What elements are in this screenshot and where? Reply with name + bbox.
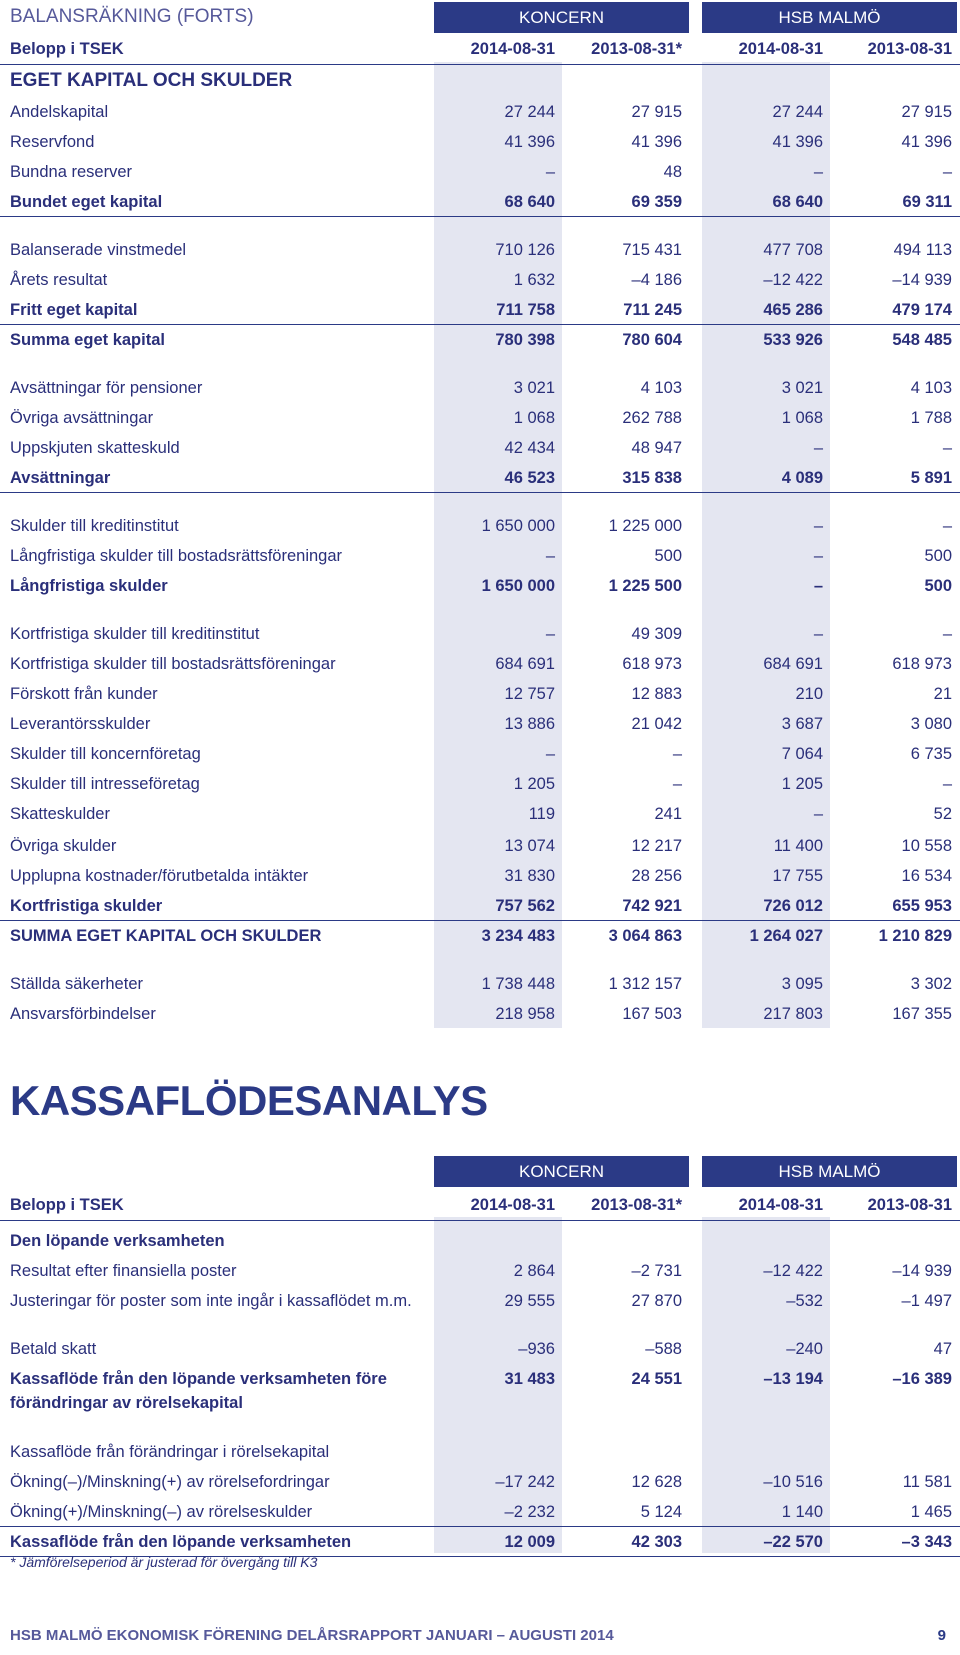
- balance-row-label: Skulder till kreditinstitut: [10, 517, 179, 535]
- balance-row-label: Uppskjuten skatteskuld: [10, 439, 180, 457]
- balance-row: [0, 542, 960, 570]
- balance-cell-col4: 618 973: [892, 655, 952, 673]
- balance-cell-col2: 12 883: [631, 685, 682, 703]
- balance-row: [0, 650, 960, 678]
- balance-cell-col1: 1 650 000: [481, 577, 555, 595]
- balance-row-label: Avsättningar för pensioner: [10, 379, 203, 397]
- balance-cell-col4: 548 485: [892, 331, 952, 349]
- balance-cell-col1: 780 398: [495, 331, 555, 349]
- cashflow-cell-col2: –588: [645, 1340, 682, 1358]
- balance-cell-col3: 68 640: [772, 193, 823, 211]
- balance-cell-col3: 17 755: [772, 867, 823, 885]
- balance-cell-col2: 241: [654, 805, 682, 823]
- balance-cell-col3: 27 244: [772, 103, 823, 121]
- balance-cell-col4: 4 103: [910, 379, 952, 397]
- cashflow-row: [0, 1257, 960, 1285]
- cashflow-cell-col2: 42 303: [631, 1533, 682, 1551]
- balance-cell-col4: –: [942, 775, 952, 793]
- balance-cell-col1: 13 074: [504, 837, 555, 855]
- balance-cell-col2: 711 245: [623, 301, 682, 319]
- balance-cell-col1: 31 830: [504, 867, 555, 885]
- balance-cell-col3: –12 422: [763, 271, 823, 289]
- balance-cell-col4: –: [942, 439, 952, 457]
- balance-row: [0, 326, 960, 354]
- balance-row-label: Kortfristiga skulder till bostadsrättsföreningar: [10, 655, 336, 673]
- balance-cell-col2: 21 042: [631, 715, 682, 733]
- balance-cell-col1: 46 523: [504, 469, 555, 487]
- unit-label: Belopp i TSEK: [10, 40, 124, 58]
- balance-cell-col1: 41 396: [504, 133, 555, 151]
- cashflow-cell-col1: –17 242: [495, 1473, 555, 1491]
- balance-cell-col1: 3 234 483: [481, 927, 555, 945]
- balance-row: [0, 970, 960, 998]
- balance-cell-col2: 500: [654, 547, 682, 565]
- balance-row: [0, 158, 960, 186]
- cashflow-row: [0, 1335, 960, 1363]
- balance-cell-col1: 1 068: [513, 409, 555, 427]
- balance-cell-col4: –: [942, 517, 952, 535]
- balance-cell-col4: 69 311: [902, 193, 952, 211]
- balance-cell-col1: 12 757: [504, 685, 555, 703]
- balance-cell-col3: 726 012: [763, 897, 823, 915]
- balance-cell-col1: 119: [528, 805, 555, 823]
- balance-cell-col2: –4 186: [631, 271, 682, 289]
- balance-cell-col2: 28 256: [631, 867, 682, 885]
- balance-row-label: Skulder till intresseföretag: [10, 775, 200, 793]
- balance-row: [0, 832, 960, 860]
- balance-row-label: Balanserade vinstmedel: [10, 241, 187, 259]
- cashflow-row: [0, 1365, 960, 1417]
- balance-cell-col2: 1 225 500: [608, 577, 682, 595]
- balance-cell-col4: 5 891: [910, 469, 952, 487]
- section-title: [0, 66, 960, 96]
- balance-row-label: Ställda säkerheter: [10, 975, 143, 993]
- cashflow-row: [0, 1468, 960, 1496]
- cf-date-col1: 2014-08-31: [470, 1196, 555, 1214]
- balance-cell-col1: 42 434: [504, 439, 555, 457]
- balance-cell-col4: 27 915: [901, 103, 952, 121]
- balance-cell-col2: 48: [663, 163, 682, 181]
- balance-cell-col1: 1 205: [513, 775, 555, 793]
- cashflow-row: [0, 1287, 960, 1315]
- balance-cell-col3: –: [813, 517, 823, 535]
- balance-cell-col1: 13 886: [504, 715, 555, 733]
- footnote: * Jämförelseperiod är justerad för övergång till K3: [10, 1554, 318, 1570]
- balance-cell-col2: 780 604: [622, 331, 682, 349]
- balance-row: [0, 404, 960, 432]
- cf-section-title: [0, 1227, 960, 1255]
- cashflow-cell-col1: 2 864: [513, 1262, 555, 1280]
- cashflow-row-label: Kassaflöde från den löpande verksamheten: [10, 1533, 352, 1551]
- balance-cell-col4: 479 174: [892, 301, 952, 319]
- balance-cell-col3: –: [813, 577, 823, 595]
- balance-row: [0, 128, 960, 156]
- cashflow-cell-col2: –2 731: [631, 1262, 682, 1280]
- balance-cell-col1: 68 640: [504, 193, 555, 211]
- balance-row: [0, 620, 960, 648]
- balance-cell-col3: 217 803: [763, 1005, 823, 1023]
- balance-row-label: Årets resultat: [10, 271, 108, 289]
- balance-row: [0, 1000, 960, 1028]
- cashflow-cell-col4: –1 497: [901, 1292, 952, 1310]
- balance-cell-col4: 16 534: [901, 867, 952, 885]
- cashflow-cell-col2: 5 124: [640, 1503, 682, 1521]
- cashflow-cell-col2: 24 551: [631, 1370, 682, 1388]
- balance-row-label: Kortfristiga skulder till kreditinstitut: [10, 625, 260, 643]
- cashflow-cell-col2: 27 870: [631, 1292, 682, 1310]
- balance-cell-col4: 3 302: [910, 975, 952, 993]
- balance-cell-col3: 1 205: [781, 775, 823, 793]
- balance-cell-col3: –: [813, 439, 823, 457]
- balance-row-label: Reservfond: [10, 133, 95, 151]
- balance-cell-col1: –: [545, 163, 555, 181]
- cashflow-title: KASSAFLÖDESANALYS: [10, 1077, 488, 1124]
- balance-cell-col2: 618 973: [622, 655, 682, 673]
- cashflow-cell-col2: 12 628: [631, 1473, 682, 1491]
- balance-cell-col3: 4 089: [781, 469, 823, 487]
- balance-cell-col3: –: [813, 163, 823, 181]
- cf-section-title-label: Den löpande verksamheten: [10, 1232, 225, 1250]
- cf-group-header-hsb: HSB MALMÖ: [702, 1156, 957, 1187]
- balance-cell-col3: 7 064: [781, 745, 823, 763]
- cf-date-header: [0, 1190, 960, 1221]
- cashflow-cell-col3: –10 516: [763, 1473, 823, 1491]
- footer-text: HSB MALMÖ EKONOMISK FÖRENING DELÅRSRAPPORT JANUARI – AUGUSTI 2014: [10, 1627, 614, 1644]
- balance-cell-col1: 1 650 000: [481, 517, 555, 535]
- cashflow-row-label: Ökning(+)/Minskning(–) av rörelseskulder: [10, 1503, 313, 1521]
- cashflow-cell-col4: –3 343: [901, 1533, 952, 1551]
- cf-date-col4: 2013-08-31: [867, 1196, 952, 1214]
- balance-cell-col1: 27 244: [504, 103, 555, 121]
- balance-cell-col2: 49 309: [631, 625, 682, 643]
- balance-cell-col3: 465 286: [763, 301, 823, 319]
- group-header-hsb: HSB MALMÖ: [702, 2, 957, 33]
- date-col4: 2013-08-31: [867, 40, 952, 58]
- balance-cell-col3: –: [813, 805, 823, 823]
- balance-cell-col1: 3 021: [513, 379, 555, 397]
- balance-cell-col3: 11 400: [773, 837, 823, 855]
- balance-cell-col2: 262 788: [622, 409, 682, 427]
- balance-cell-col4: 167 355: [892, 1005, 952, 1023]
- cashflow-cell-col1: –936: [518, 1340, 555, 1358]
- balance-row: [0, 434, 960, 462]
- balance-cell-col4: –14 939: [892, 271, 952, 289]
- section-title-label: EGET KAPITAL OCH SKULDER: [10, 70, 293, 91]
- balance-row-label: Bundna reserver: [10, 163, 132, 181]
- balance-cell-col2: –: [672, 775, 682, 793]
- balance-cell-col4: 52: [933, 805, 952, 823]
- balance-cell-col1: 757 562: [495, 897, 555, 915]
- balance-row-label: Upplupna kostnader/förutbetalda intäkter: [10, 867, 309, 885]
- balance-cell-col4: 41 396: [901, 133, 952, 151]
- balance-row: [0, 680, 960, 708]
- balance-cell-col2: 3 064 863: [608, 927, 682, 945]
- cashflow-cell-col3: –532: [786, 1292, 823, 1310]
- balance-row-label: Bundet eget kapital: [10, 193, 163, 211]
- balance-row: [0, 98, 960, 126]
- date-col3: 2014-08-31: [738, 40, 823, 58]
- cashflow-cell-col4: –14 939: [892, 1262, 952, 1280]
- balance-row-label: Långfristiga skulder: [10, 577, 168, 595]
- cf-group-header-koncern: KONCERN: [434, 1156, 689, 1187]
- balance-cell-col4: –: [942, 625, 952, 643]
- cashflow-cell-col1: 29 555: [504, 1292, 555, 1310]
- balance-row-label: Kortfristiga skulder: [10, 897, 163, 915]
- cashflow-cell-col3: –12 422: [763, 1262, 823, 1280]
- cashflow-cell-col4: 47: [933, 1340, 952, 1358]
- balance-cell-col2: 1 312 157: [608, 975, 682, 993]
- cashflow-row: [0, 1438, 960, 1466]
- balance-row-label: Långfristiga skulder till bostadsrättsföreningar: [10, 547, 343, 565]
- balance-cell-col2: 41 396: [631, 133, 682, 151]
- cashflow-row-label: Resultat efter finansiella poster: [10, 1262, 237, 1280]
- balance-cell-col3: 41 396: [772, 133, 823, 151]
- balance-cell-col2: 48 947: [631, 439, 682, 457]
- group-header-koncern: KONCERN: [434, 2, 689, 33]
- balance-row: [0, 572, 960, 600]
- balance-cell-col3: –: [813, 625, 823, 643]
- balance-row-label: Ansvarsförbindelser: [10, 1005, 156, 1023]
- balance-row-label: Andelskapital: [10, 103, 109, 121]
- balance-row: [0, 236, 960, 264]
- balance-row: [0, 710, 960, 738]
- cf-date-col3: 2014-08-31: [738, 1196, 823, 1214]
- balance-cell-col3: –: [813, 547, 823, 565]
- page-number: 9: [937, 1627, 946, 1644]
- cashflow-cell-col4: 1 465: [910, 1503, 952, 1521]
- balance-cell-col3: 533 926: [763, 331, 823, 349]
- balance-row-label: SUMMA EGET KAPITAL OCH SKULDER: [10, 927, 322, 945]
- balance-cell-col3: 1 068: [781, 409, 823, 427]
- cashflow-cell-col3: –13 194: [763, 1370, 823, 1388]
- balance-row: [0, 892, 960, 921]
- balance-cell-col1: –: [545, 745, 555, 763]
- balance-cell-col1: 710 126: [495, 241, 555, 259]
- balance-cell-col3: 3 021: [781, 379, 823, 397]
- cashflow-cell-col1: –2 232: [504, 1503, 555, 1521]
- balance-row-label: Förskott från kunder: [10, 685, 158, 703]
- cashflow-cell-col4: 11 581: [902, 1473, 952, 1491]
- balance-cell-col2: 742 921: [622, 897, 682, 915]
- balance-row-label: Övriga avsättningar: [10, 409, 154, 427]
- cf-unit-label: Belopp i TSEK: [10, 1196, 124, 1214]
- balance-cell-col4: 500: [924, 577, 952, 595]
- balance-cell-col4: 494 113: [893, 241, 952, 259]
- cashflow-cell-col1: 31 483: [504, 1370, 555, 1388]
- balance-cell-col4: 3 080: [910, 715, 952, 733]
- balance-cell-col2: 27 915: [631, 103, 682, 121]
- balance-row: [0, 374, 960, 402]
- balance-row: [0, 800, 960, 828]
- balance-row: [0, 266, 960, 294]
- cashflow-row-label: Ökning(–)/Minskning(+) av rörelsefordringar: [10, 1473, 330, 1491]
- cashflow-row-label: Kassaflöde från den löpande verksamheten före: [10, 1370, 387, 1388]
- balance-cell-col4: 1 788: [910, 409, 952, 427]
- balance-cell-col4: –: [942, 163, 952, 181]
- balance-row-label: Skulder till koncernföretag: [10, 745, 201, 763]
- balance-cell-col1: 1 632: [513, 271, 555, 289]
- balance-cell-col1: –: [545, 547, 555, 565]
- balance-cell-col4: 6 735: [910, 745, 952, 763]
- balance-cell-col1: 711 758: [496, 301, 555, 319]
- balance-cell-col2: 1 225 000: [608, 517, 682, 535]
- balance-cell-col2: 69 359: [631, 193, 682, 211]
- cashflow-row-label: Betald skatt: [10, 1340, 97, 1358]
- balance-row: [0, 922, 960, 950]
- cashflow-row-label: Justeringar för poster som inte ingår i kassaflödet m.m.: [10, 1292, 412, 1310]
- balance-cell-col4: 655 953: [892, 897, 952, 915]
- balance-cell-col4: 500: [924, 547, 952, 565]
- cf-date-col2: 2013-08-31*: [591, 1196, 682, 1214]
- balance-row: [0, 512, 960, 540]
- balance-cell-col2: 167 503: [622, 1005, 682, 1023]
- balance-cell-col4: 21: [933, 685, 952, 703]
- balance-cell-col4: 1 210 829: [878, 927, 952, 945]
- balance-cell-col3: 3 095: [781, 975, 823, 993]
- cashflow-cell-col1: 12 009: [504, 1533, 555, 1551]
- cashflow-cell-col4: –16 389: [892, 1370, 952, 1388]
- cashflow-row-label-line2: förändringar av rörelsekapital: [10, 1394, 243, 1412]
- cashflow-row: [0, 1498, 960, 1527]
- balance-row: [0, 464, 960, 493]
- balance-cell-col3: 1 264 027: [749, 927, 823, 945]
- balance-row: [0, 296, 960, 325]
- balance-date-header: [0, 34, 960, 65]
- balance-row-label: Övriga skulder: [10, 837, 117, 855]
- balance-row: [0, 740, 960, 768]
- balance-cell-col2: 715 431: [622, 241, 682, 259]
- balance-row: [0, 862, 960, 890]
- balance-cell-col3: 210: [795, 685, 823, 703]
- balance-row: [0, 770, 960, 798]
- balance-row-label: Summa eget kapital: [10, 331, 165, 349]
- balance-cell-col4: 10 558: [901, 837, 952, 855]
- balance-row-label: Leverantörsskulder: [10, 715, 151, 733]
- cashflow-cell-col3: –22 570: [763, 1533, 823, 1551]
- balance-cell-col3: 477 708: [763, 241, 823, 259]
- balance-cell-col2: –: [672, 745, 682, 763]
- balance-cell-col1: 684 691: [495, 655, 555, 673]
- balance-row: [0, 188, 960, 217]
- balance-cell-col2: 4 103: [640, 379, 682, 397]
- balance-cell-col2: 12 217: [631, 837, 682, 855]
- date-col2: 2013-08-31*: [591, 40, 682, 58]
- date-col1: 2014-08-31: [470, 40, 555, 58]
- balance-title: BALANSRÄKNING (FORTS): [10, 6, 254, 27]
- balance-cell-col3: 3 687: [781, 715, 823, 733]
- balance-cell-col1: 218 958: [495, 1005, 555, 1023]
- cashflow-cell-col3: –240: [786, 1340, 823, 1358]
- cashflow-row-label: Kassaflöde från förändringar i rörelsekapital: [10, 1443, 330, 1461]
- balance-cell-col1: –: [545, 625, 555, 643]
- cashflow-row: [0, 1528, 960, 1557]
- balance-cell-col3: 684 691: [763, 655, 823, 673]
- balance-cell-col1: 1 738 448: [481, 975, 555, 993]
- balance-row-label: Skatteskulder: [10, 805, 110, 823]
- balance-row-label: Avsättningar: [10, 469, 111, 487]
- cashflow-cell-col3: 1 140: [781, 1503, 823, 1521]
- balance-cell-col2: 315 838: [622, 469, 682, 487]
- balance-row-label: Fritt eget kapital: [10, 301, 138, 319]
